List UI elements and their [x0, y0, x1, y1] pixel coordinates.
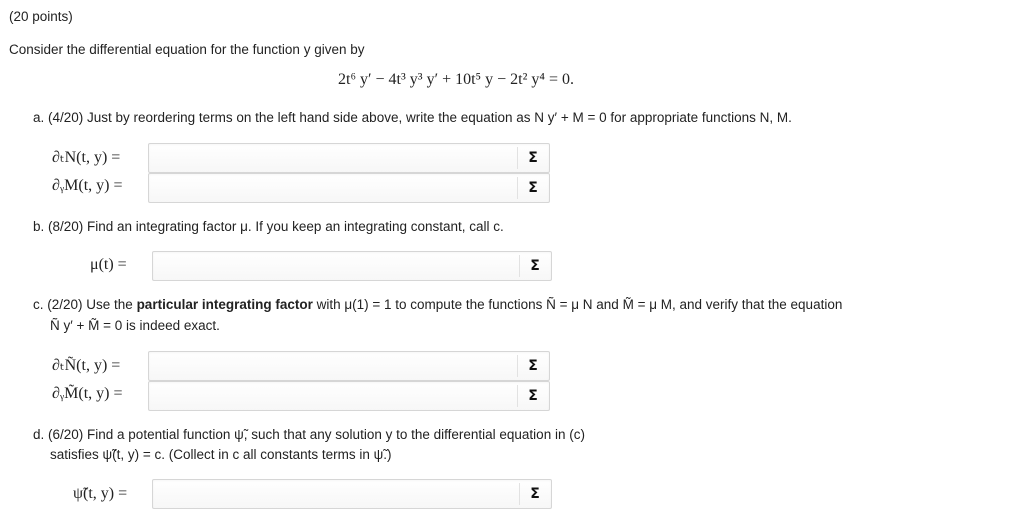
part-c-text-line2: Ñ y′ + M̃ = 0 is indeed exact.: [50, 318, 220, 333]
sigma-icon[interactable]: Σ: [530, 258, 540, 274]
field-label-dt-ntilde: ∂ₜÑ(t, y) =: [52, 357, 121, 374]
answer-input-psi[interactable]: [153, 480, 555, 510]
field-divider: [517, 385, 518, 407]
answer-field-dy-mtilde[interactable]: [148, 381, 550, 411]
answer-input-dy-mtilde[interactable]: [149, 382, 553, 412]
field-divider: [517, 355, 518, 377]
answer-field-mu[interactable]: [152, 251, 552, 281]
field-label-dy-m: ∂ᵧM(t, y) =: [52, 177, 123, 194]
part-c-bold-phrase: particular integrating factor: [136, 297, 313, 312]
field-label-mu: μ(t) =: [90, 256, 127, 273]
sigma-icon[interactable]: Σ: [528, 388, 538, 404]
field-label-psi: ψ̃(t, y) =: [73, 485, 128, 502]
field-label-dt-n: ∂ₜN(t, y) =: [52, 149, 121, 166]
answer-input-dt-ntilde[interactable]: [149, 352, 553, 382]
field-divider: [517, 147, 518, 169]
answer-input-mu[interactable]: [153, 252, 555, 282]
field-divider: [517, 177, 518, 199]
answer-input-dy-m[interactable]: [149, 174, 553, 204]
part-b-text: b. (8/20) Find an integrating factor μ. If you keep an integrating constant, call c.: [33, 219, 504, 234]
points-header: (20 points): [9, 9, 73, 24]
part-d-text-line2: satisfies ψ̃(t, y) = c. (Collect in c all constants terms in ψ̃.): [50, 447, 392, 462]
answer-field-dt-ntilde[interactable]: [148, 351, 550, 381]
differential-equation: 2t⁶ y′ − 4t³ y³ y′ + 10t⁵ y − 2t² y⁴ = 0.: [338, 71, 574, 88]
sigma-icon[interactable]: Σ: [530, 486, 540, 502]
answer-field-psi[interactable]: [152, 479, 552, 509]
sigma-icon[interactable]: Σ: [528, 150, 538, 166]
part-c-text: [33, 297, 842, 312]
part-c-text-start: c. (2/20) Use the: [33, 297, 133, 312]
part-a-text: a. (4/20) Just by reordering terms on the left hand side above, write the equation as N y′ + M = 0 for appropriate functions N, M.: [33, 110, 792, 125]
intro-text: Consider the differential equation for the function y given by: [9, 42, 365, 57]
field-label-dy-mtilde: ∂ᵧM̃(t, y) =: [52, 385, 123, 402]
answer-field-dy-m[interactable]: [148, 173, 550, 203]
field-divider: [519, 255, 520, 277]
answer-field-dt-n[interactable]: [148, 143, 550, 173]
sigma-icon[interactable]: Σ: [528, 358, 538, 374]
part-c-text-end: with μ(1) = 1 to compute the functions Ñ = μ N and M̃ = μ M, and verify that the equation: [316, 297, 843, 312]
field-divider: [519, 483, 520, 505]
sigma-icon[interactable]: Σ: [528, 180, 538, 196]
part-d-text: d. (6/20) Find a potential function ψ̃, such that any solution y to the differential equation in (c): [33, 427, 585, 442]
answer-input-dt-n[interactable]: [149, 144, 553, 174]
